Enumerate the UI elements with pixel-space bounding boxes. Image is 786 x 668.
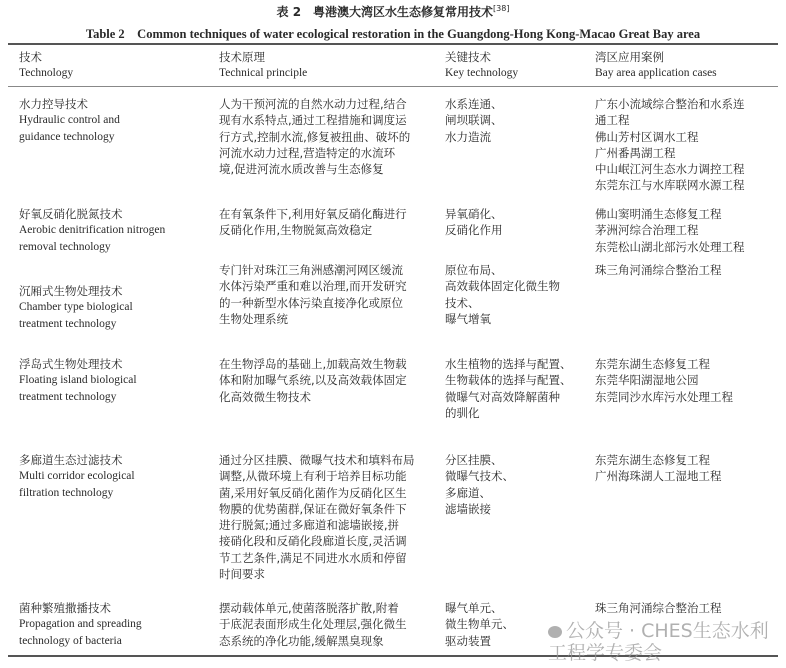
technology-name-cn: 水力控导技术 [19, 97, 88, 111]
key-technology-line: 滤墙嵌接 [445, 501, 491, 516]
principle-cell [219, 452, 415, 582]
application-cases-line: 东莞东湖生态修复工程 [595, 357, 710, 371]
application-cases-line: 通工程 [595, 113, 630, 128]
header-cn: 湾区应用案例 [595, 50, 664, 64]
application-cases-line: 东莞松山湖北部污水处理工程 [595, 239, 745, 254]
principle-line: 体和附加曝气系统,以及高效载体固定 [219, 373, 407, 388]
table-top-rule [8, 43, 778, 45]
key-technology-cell [445, 206, 503, 239]
key-technology-line: 分区挂膜、 [445, 453, 503, 467]
principle-line: 进行脱氮;通过多廊道和滤墙嵌接,拼 [219, 518, 400, 533]
technology-name-cn: 沉厢式生物处理技术 [19, 284, 123, 298]
key-technology-line: 曝气单元、 [445, 601, 503, 615]
application-cases-cell [595, 96, 745, 194]
principle-line: 菌,采用好氧反硝化菌作为反硝化区生 [219, 485, 407, 500]
application-cases-line: 茅洲河综合治理工程 [595, 223, 699, 238]
application-cases-line: 东莞同沙水库污水处理工程 [595, 389, 733, 404]
principle-line: 摆动载体单元,使菌落脱落扩散,附着 [219, 601, 399, 615]
key-technology-cell [445, 452, 514, 517]
principle-cell [219, 262, 407, 327]
wechat-icon [548, 626, 562, 638]
principle-line: 反硝化作用,生物脱氮高效稳定 [219, 223, 373, 238]
principle-line: 在生物浮岛的基础上,加载高效生物载 [219, 357, 407, 371]
technology-name-cn: 浮岛式生物处理技术 [19, 357, 123, 371]
technology-name-en: Propagation and spreading [19, 618, 142, 631]
application-cases-line: 东莞东湖生态修复工程 [595, 453, 710, 467]
table-caption-en: Table 2 Common techniques of water ecological restoration in the Guangdong-Hong Kong-Macao Great Bay area [85, 27, 701, 41]
column-header [219, 49, 307, 82]
application-cases-line: 珠三角河涌综合整治工程 [595, 263, 722, 277]
header-cn: 关键技术 [445, 50, 491, 64]
technology-cell [19, 206, 165, 255]
column-header [445, 49, 518, 82]
principle-line: 的一种新型水体污染直接净化或原位 [219, 295, 403, 310]
principle-line: 态系统的净化功能,缓解黑臭现象 [219, 633, 384, 648]
key-technology-line: 曝气增氧 [445, 311, 491, 326]
principle-line: 物膜的优势菌群,保证在微好氧条件下 [219, 501, 407, 516]
header-en: Technical principle [219, 67, 308, 80]
header-cn: 技术原理 [219, 50, 265, 64]
principle-line: 人为干预河流的自然水动力过程,结合 [219, 97, 407, 111]
watermark-text: 公众号 · CHES生态水利工程学专委会 [548, 620, 769, 664]
application-cases-cell [595, 262, 722, 278]
technology-name-en: Hydraulic control and [19, 114, 120, 127]
key-technology-line: 生物载体的选择与配置、 [445, 373, 572, 388]
principle-line: 化高效微生物技术 [219, 389, 311, 404]
technology-name-en: Floating island biological [19, 374, 137, 387]
header-cn: 技术 [19, 50, 42, 64]
key-technology-line: 高效载体固定化微生物 [445, 279, 560, 294]
principle-line: 行方式,控制水流,修复被扭曲、破坏的 [219, 129, 411, 144]
header-en: Technology [19, 67, 74, 80]
technology-cell [19, 283, 133, 332]
key-technology-line: 水生植物的选择与配置、 [445, 357, 572, 371]
technology-name-en: Chamber type biological [19, 301, 133, 314]
technology-cell [19, 600, 142, 649]
key-technology-cell [445, 600, 514, 649]
principle-line: 于底泥表面形成生化处理层,强化微生 [219, 617, 407, 632]
principle-line: 水体污染严重和难以治理,而开发研究 [219, 279, 407, 294]
key-technology-line: 反硝化作用 [445, 223, 503, 238]
technology-name-cn: 菌种繁殖撒播技术 [19, 601, 111, 615]
principle-line: 通过分区挂膜、微曝气技术和填料布局 [219, 453, 415, 467]
table-header-rule [8, 86, 778, 87]
application-cases-line: 珠三角河涌综合整治工程 [595, 601, 722, 615]
key-technology-line: 微曝气对高效降解菌种 [445, 389, 560, 404]
principle-cell [219, 96, 410, 177]
application-cases-line: 佛山窦明涌生态修复工程 [595, 207, 722, 221]
key-technology-line: 闸坝联调、 [445, 113, 503, 128]
principle-line: 节工艺条件,满足不同进水水质和停留 [219, 550, 407, 565]
principle-cell [219, 356, 407, 405]
principle-cell [219, 206, 407, 239]
application-cases-cell [595, 206, 745, 255]
header-en: Key technology [445, 67, 519, 80]
principle-line: 接硝化段和反硝化段廊道长度,灵活调 [219, 534, 407, 549]
header-en: Bay area application cases [595, 67, 717, 80]
key-technology-cell [445, 356, 572, 421]
key-technology-line: 水系连通、 [445, 97, 503, 111]
key-technology-cell [445, 96, 503, 145]
application-cases-line: 广州海珠湖人工湿地工程 [595, 469, 722, 484]
caption-cn-text: 表 2 粤港澳大湾区水生态修复常用技术 [276, 5, 494, 19]
principle-line: 境,促进河流水质改善与生态修复 [219, 162, 384, 177]
principle-line: 在有氧条件下,利用好氧反硝化酶进行 [219, 207, 407, 221]
technology-cell [19, 356, 137, 405]
application-cases-cell [595, 600, 722, 616]
principle-line: 调整,从微环境上有利于培养目标功能 [219, 469, 407, 484]
column-header [19, 49, 73, 82]
key-technology-line: 原位布局、 [445, 263, 503, 277]
principle-cell [219, 600, 407, 649]
key-technology-line: 异氧硝化、 [445, 207, 503, 221]
principle-line: 专门针对珠江三角洲感潮河网区缓流 [219, 263, 403, 277]
technology-name-en: treatment technology [19, 317, 117, 330]
principle-line: 现有水系特点,通过工程措施和调度运 [219, 113, 407, 128]
application-cases-line: 广东小流域综合整治和水系连 [595, 97, 745, 111]
technology-name-cn: 好氧反硝化脱氮技术 [19, 207, 123, 221]
key-technology-line: 多廊道、 [445, 485, 491, 500]
column-header [595, 49, 717, 82]
technology-cell [19, 452, 135, 501]
technology-name-en: technology of bacteria [19, 634, 122, 647]
key-technology-line: 驱动装置 [445, 633, 491, 648]
key-technology-line: 微生物单元、 [445, 617, 514, 632]
technology-name-en: guidance technology [19, 130, 115, 143]
application-cases-cell [595, 452, 722, 485]
technology-name-en: Aerobic denitrification nitrogen [19, 224, 166, 237]
principle-line: 时间要求 [219, 567, 265, 582]
application-cases-line: 东莞东江与水库联网水源工程 [595, 178, 745, 193]
technology-name-en: removal technology [19, 240, 111, 253]
application-cases-line: 东莞华阳湖湿地公园 [595, 373, 699, 388]
application-cases-line: 广州番禺湖工程 [595, 145, 676, 160]
technology-name-en: Multi corridor ecological [19, 470, 135, 483]
key-technology-line: 微曝气技术、 [445, 469, 514, 484]
technology-name-en: filtration technology [19, 486, 114, 499]
principle-line: 河流水动力过程,营造特定的水流环 [219, 145, 396, 160]
application-cases-line: 佛山芳村区调水工程 [595, 129, 699, 144]
key-technology-line: 水力造流 [445, 129, 491, 144]
caption-reference: [38] [493, 4, 510, 13]
key-technology-line: 的驯化 [445, 405, 480, 420]
key-technology-cell [445, 262, 560, 327]
application-cases-cell [595, 356, 733, 405]
table-caption-cn [0, 3, 786, 20]
technology-name-en: treatment technology [19, 390, 117, 403]
technology-cell [19, 96, 120, 145]
technology-name-cn: 多廊道生态过滤技术 [19, 453, 123, 467]
watermark [548, 620, 784, 664]
application-cases-line: 中山岷江河生态水力调控工程 [595, 162, 745, 177]
principle-line: 生物处理系统 [219, 311, 288, 326]
key-technology-line: 技术、 [445, 295, 480, 310]
